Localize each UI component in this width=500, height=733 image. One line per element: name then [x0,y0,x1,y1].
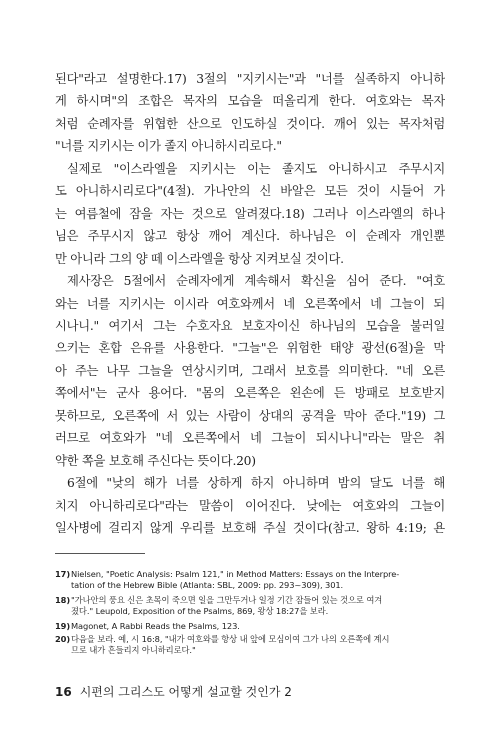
body-line: 아 주는 나무 그늘을 연상시키며, 그래서 보호를 의미한다. "네 오른 [55,364,445,378]
body-line: 일사병에 걸리지 않게 우리를 보호해 주실 것이다(참고. 왕하 4:19; 욘 [55,521,445,535]
page-number: 16 [55,685,72,699]
footnote-text: "가나안의 풍요 신은 초목이 죽으면 일을 그만두거나 일정 기간 잠들어 있는 것으로 여겨 [71,595,383,605]
body-line: 시나니." 여기서 그는 수호자요 보호자이신 하나님의 모습을 불러일 [55,319,445,333]
body-line: 와는 너를 지키시는 이시라 여호와께서 네 오른쪽에서 네 그늘이 되 [55,297,445,311]
footnote-rule [55,553,145,554]
body-line: 만 아니라 그의 양 떼 이스라엘을 항상 지켜보실 것이다. [55,252,344,266]
body-line: 6절에 "낮의 해가 너를 상하게 하지 아니하며 밤의 달도 너를 해 [67,476,445,490]
footnote-18 [55,595,447,617]
footnote-number: 17) [55,569,71,579]
body-line: 처럼 순례자를 위협한 산으로 인도하실 것이다. 깨어 있는 목자처럼 [55,117,445,131]
body-line: 으키는 혼합 은유를 사용한다. "그늘"은 위험한 태양 광선(6절)을 막 [55,341,445,355]
body-line: 도 아니하시리로다"(4절). 가나안의 신 바알은 모든 것이 시들어 가 [55,184,445,198]
footnote-number: 19) [55,621,71,631]
footnote-text: Magonet, A Rabbi Reads the Psalms, 123. [71,621,240,631]
body-line: 러므로 여호와가 "네 오른쪽에서 네 그늘이 되시나니"라는 말은 취 [55,431,445,445]
body-line: 는 여름철에 잠을 자는 것으로 알려졌다.18) 그러나 이스라엘의 하나 [55,207,445,221]
running-title: 시편의 그리스도 어떻게 설교할 것인가 2 [79,685,292,699]
footnote-19 [55,621,447,632]
page-footer [55,683,292,700]
footnote-text: tation of the Hebrew Bible (Atlanta: SBL, 2009: pp. 293~309), 301. [71,580,344,590]
body-line: 실제로 "이스라엘을 지키시는 이는 졸지도 아니하시고 주무시지 [67,162,445,176]
body-line: 게 하시며"의 조합은 목자의 모습을 떠올리게 한다. 여호와는 목자 [55,94,445,108]
body-line: 약한 쪽을 보호해 주신다는 뜻이다.20) [55,454,256,468]
footnote-20 [55,634,447,656]
footnote-17 [55,569,447,591]
footnote-number: 18) [55,595,71,605]
footnote-text: 다음을 보라. 예, 시 16:8, "내가 여호와를 항상 내 앞에 모심이여 그가 나의 오른쪽에 계시 [71,634,390,644]
footnote-text: 졌다." Leupold, Exposition of the Psalms, 869, 왕상 18:27을 보라. [71,606,329,616]
footnote-number: 20) [55,634,71,644]
body-line: 못하므로, 오른쪽에 서 있는 사람이 상대의 공격을 막아 준다."19) 그 [55,409,445,423]
body-line: 쪽에서"는 군사 용어다. "몸의 오른쪽은 왼손에 든 방패로 보호받지 [55,386,445,400]
body-line: 님은 주무시지 않고 항상 깨어 계신다. 하나님은 이 순례자 개인뿐 [55,229,445,243]
body-line: 된다"라고 설명한다.17) 3절의 "지키시는"과 "너를 실족하지 아니하 [55,72,445,86]
footnote-text: Nielsen, "Poetic Analysis: Psalm 121," in Method Matters: Essays on the Interpre- [71,569,400,579]
footnote-text: 므로 내가 흔들리지 아니하리로다." [71,645,196,655]
body-line: 치지 아니하리로다"라는 말씀이 이어진다. 낮에는 여호와의 그늘이 [55,499,445,513]
body-line: 제사장은 5절에서 순례자에게 계속해서 확신을 심어 준다. "여호 [67,274,445,288]
body-line: "너를 지키시는 이가 졸지 아니하시리로다." [55,139,282,153]
